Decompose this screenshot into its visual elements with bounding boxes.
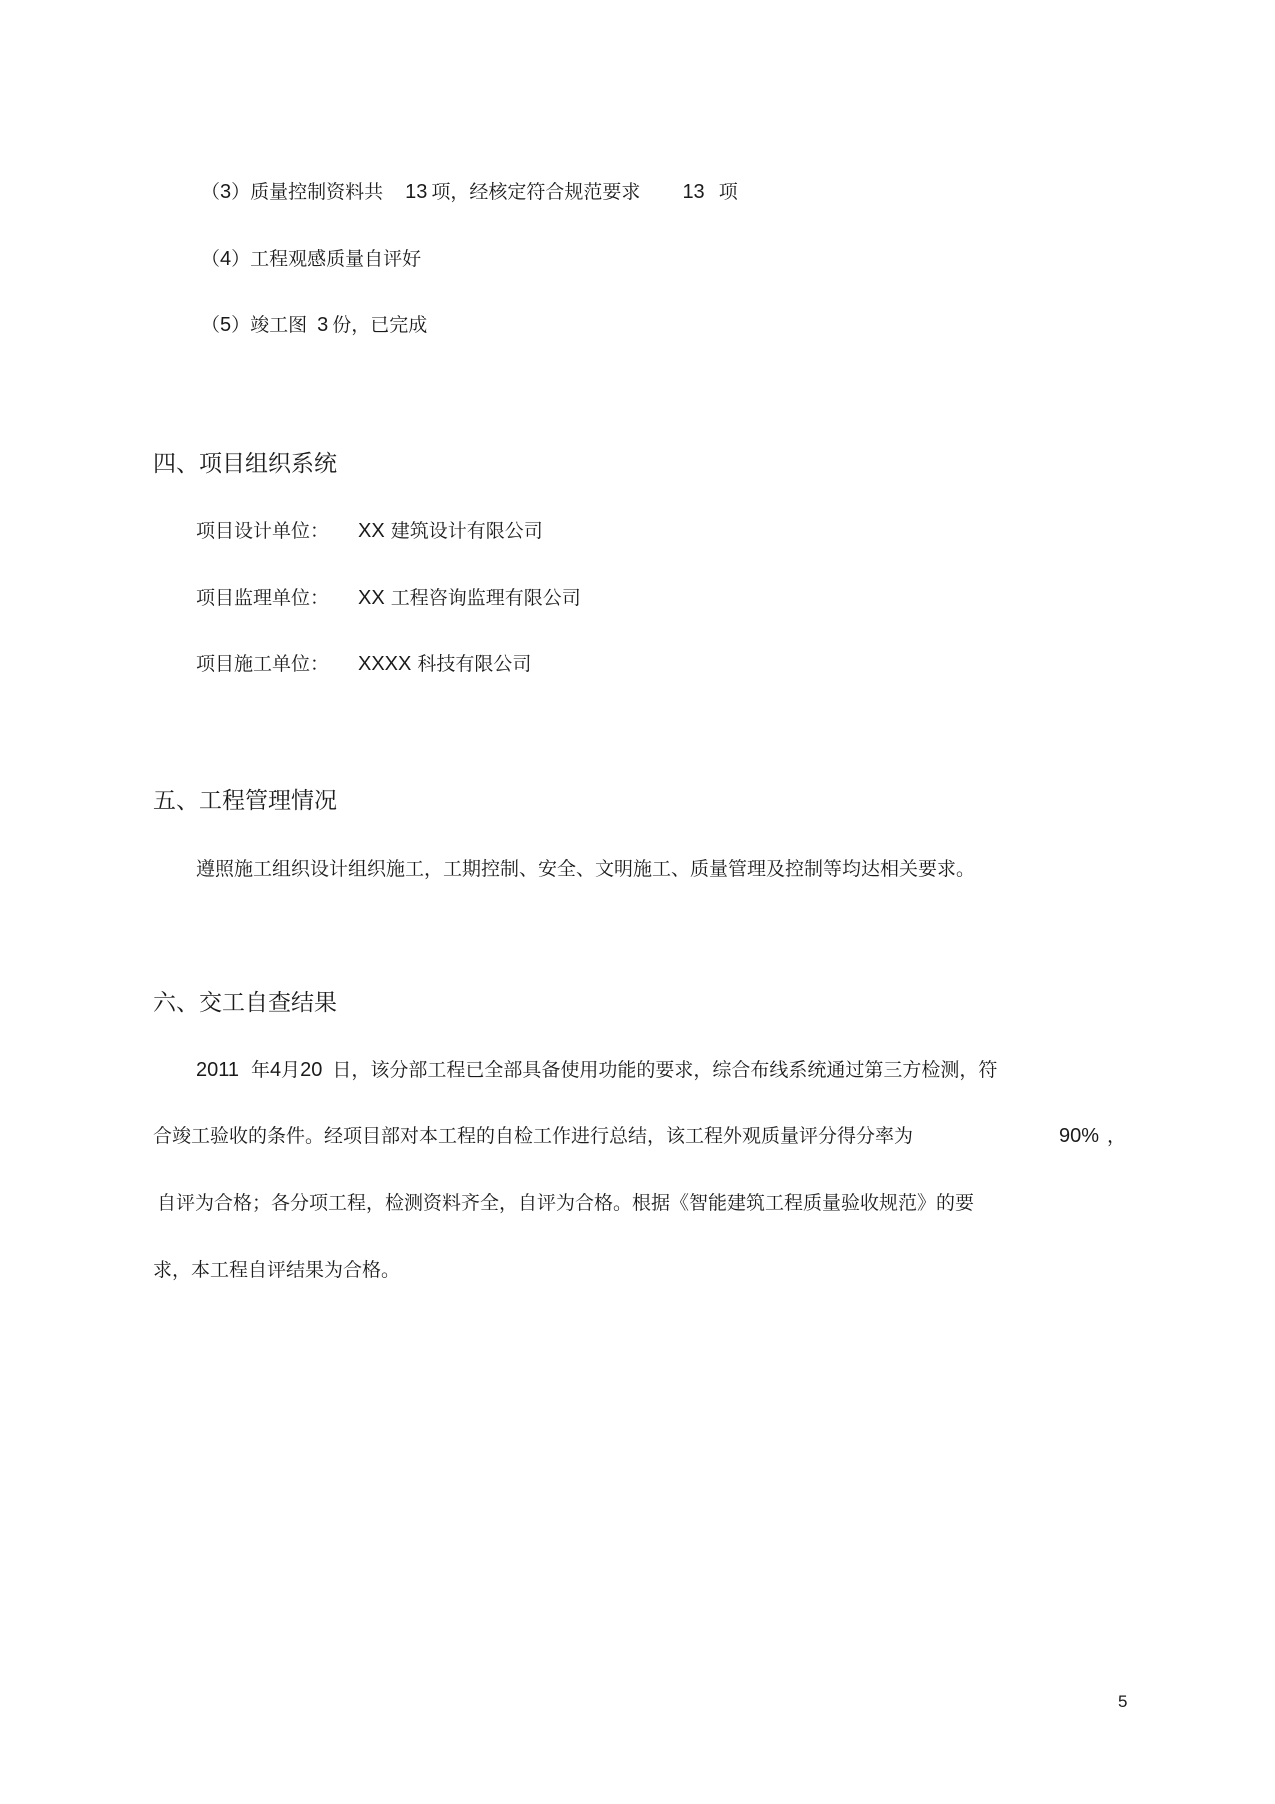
result-line-2 [153,1124,913,1148]
result-month: 4 [270,1059,282,1081]
org-row-construction [196,652,531,676]
item-text: 份，已完成 [332,314,428,336]
item-number: 5 [220,314,232,336]
org-name: 工程咨询监理有限公司 [390,587,581,609]
result-month-unit: 月 [281,1059,301,1081]
quality-item-4 [201,247,421,271]
item-text: 工程观感质量自评好 [250,248,422,270]
section-heading: 五、工程管理情况 [153,788,337,814]
score-sep: ， [1107,1125,1127,1147]
item-paren-open: （ [201,181,221,203]
org-prefix: XX [358,520,385,542]
score-value: 90% [1059,1125,1100,1147]
org-name: 科技有限公司 [417,653,532,675]
org-row-design [196,519,543,543]
result-line-1 [196,1058,997,1082]
item-paren-close: ） [231,248,251,270]
result-year-unit: 年 [251,1059,271,1081]
result-text: 合竣工验收的条件。经项目部对本工程的自检工作进行总结，该工程外观质量评分得分率为 [153,1125,914,1147]
org-label: 项目施工单位： [196,653,330,675]
item-paren-close: ） [231,181,251,203]
item-paren-close: ） [231,314,251,336]
result-day: 20 [300,1059,323,1081]
item-paren-open: （ [201,248,221,270]
org-prefix: XXXX [358,653,412,675]
item-text: 质量控制资料共 [250,181,384,203]
item-count: 13 [405,181,428,203]
item-text: 竣工图 [250,314,308,336]
result-score [1059,1124,1126,1148]
page-number: 5 [1118,1692,1128,1711]
result-line-3: 自评为合格；各分项工程，检测资料齐全，自评为合格。根据《智能建筑工程质量验收规范》的要 [157,1192,975,1214]
item-count: 3 [317,314,329,336]
result-line-4: 求，本工程自评结果为合格。 [153,1259,401,1281]
result-year: 2011 [196,1059,240,1081]
result-text: 日，该分部工程已全部具备使用功能的要求，综合布线系统通过第三方检测，符 [332,1059,998,1081]
item-paren-open: （ [201,314,221,336]
section-heading: 四、项目组织系统 [153,451,337,477]
item-text: 项，经核定符合规范要求 [431,181,641,203]
org-label: 项目设计单位： [196,520,330,542]
item-number: 3 [220,181,232,203]
section-body: 遵照施工组织设计组织施工，工期控制、安全、文明施工、质量管理及控制等均达相关要求。 [196,858,976,880]
quality-item-5 [201,313,427,337]
org-row-supervision [196,586,581,610]
org-prefix: XX [358,587,385,609]
item-number: 4 [220,248,232,270]
quality-item-3 [201,180,738,204]
org-label: 项目监理单位： [196,587,330,609]
item-count: 13 [682,181,705,203]
section-heading: 六、交工自查结果 [153,990,337,1016]
item-text: 项 [718,181,738,203]
org-name: 建筑设计有限公司 [390,520,543,542]
